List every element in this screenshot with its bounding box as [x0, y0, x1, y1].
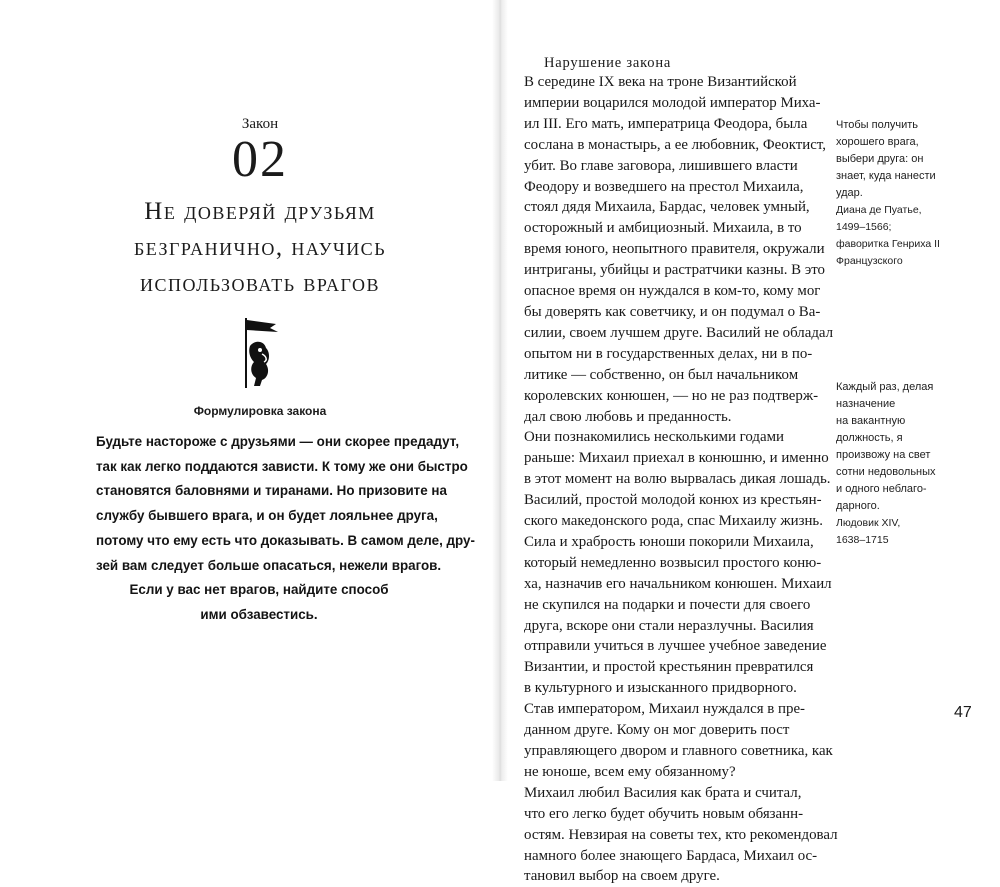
- law-title-line: безгранично, научись: [133, 234, 387, 261]
- side-quote-line: на вакантную: [836, 415, 906, 427]
- side-quote-attribution: Французского: [836, 255, 903, 267]
- body-line: королевских конюшен, — но не раз подтверж-: [524, 387, 819, 404]
- body-line: империи воцарился молодой император Миха-: [524, 94, 821, 111]
- side-quote-attribution: Людовик XIV,: [836, 517, 901, 529]
- side-quote-line: назначение: [836, 398, 896, 410]
- side-quote-line: Чтобы получить: [836, 119, 919, 131]
- body-line: остям. Невзирая на советы тех, кто рекомендовал: [524, 826, 838, 843]
- formulation-heading: Формулировка закона: [193, 404, 327, 418]
- body-line: ского македонского рода, спас Михаилу жизнь.: [524, 513, 823, 530]
- formulation-line: ими обзавестись.: [200, 606, 318, 622]
- side-quote-2: [836, 379, 976, 549]
- body-line: отправили учиться в лучшее учебное заведение: [524, 638, 827, 655]
- side-quote-line: дарного.: [836, 500, 880, 512]
- section-heading: Нарушение закона: [544, 55, 672, 71]
- body-line: Византии, и простой крестьянин превратился: [524, 659, 814, 676]
- law-title: [100, 194, 420, 302]
- side-quote-line: Каждый раз, делая: [836, 381, 934, 393]
- body-line: интриганы, убийцы и растратчики казны. В это: [524, 262, 825, 279]
- body-line: раньше: Михаил приехал в конюшню, и именно: [524, 450, 829, 467]
- body-line: Михаил любил Василия как брата и считал,: [524, 784, 802, 801]
- side-quote-attribution: фаворитка Генриха II: [836, 238, 940, 250]
- body-line: Василий, простой молодой конюх из крестьян-: [524, 492, 822, 509]
- side-quote-line: должность, я: [836, 432, 903, 444]
- side-quote-line: знает, куда нанести: [836, 170, 936, 182]
- law-title-line: использовать врагов: [139, 270, 381, 297]
- body-line: в этот момент на волю вырвалась дикая лошадь.: [524, 471, 831, 488]
- body-line: литике — собственно, он был начальником: [524, 366, 799, 383]
- body-line: что его легко будет обучить новым обязанн-: [524, 805, 804, 822]
- body-line: в культурного и изысканного придворного.: [524, 680, 797, 697]
- side-quote-line: и одного неблаго-: [836, 483, 927, 495]
- formulation-text: [96, 430, 475, 628]
- body-line: Став императором, Михаил нуждался в пре-: [524, 701, 806, 718]
- body-line: Феодору и возведшего на престол Михаила,: [524, 178, 804, 195]
- formulation-line: Будьте настороже с друзьями — они скорее предадут,: [96, 434, 460, 449]
- body-line: опытом ни в государственных делах, ни в по-: [524, 345, 813, 362]
- body-line: ил III. Его мать, императрица Феодора, была: [524, 115, 808, 132]
- body-line: стоял дядя Михаила, Бардас, человек умный,: [524, 199, 810, 216]
- body-line: друга, вскоре они стали неразлучны. Василия: [524, 617, 814, 634]
- body-line: время юного, неопытного правителя, окружали: [524, 241, 825, 258]
- knight-emblem-icon: [236, 316, 282, 390]
- body-line: данном друге. Кому он мог доверить пост: [524, 722, 790, 739]
- body-line: который немедленно возвысил простого коню-: [524, 554, 822, 571]
- side-quote-1: [836, 117, 976, 270]
- body-line: ха, назначив его начальником конюшен. Михаил: [524, 575, 832, 592]
- formulation-line: так как легко поддаются зависти. К тому же они быстро: [96, 458, 468, 474]
- body-line: не скупился на подарки и почести для своего: [524, 596, 811, 613]
- side-quote-line: сотни недовольных: [836, 466, 936, 478]
- side-quote-attribution: 1638–1715: [836, 534, 889, 546]
- side-quote-line: хорошего врага,: [836, 136, 919, 148]
- law-number: 02: [232, 131, 288, 188]
- body-line: не юноше, всем ему обязанному?: [524, 763, 736, 780]
- body-line: дал свою любовь и преданность.: [524, 408, 732, 425]
- main-text: [524, 72, 838, 887]
- body-line: Сила и храбрость юноши покорили Михаила,: [524, 533, 814, 550]
- body-line: осторожный и амбициозный. Михаила, в то: [524, 220, 802, 237]
- body-line: тановил выбор на своем друге.: [524, 868, 720, 885]
- side-quote-attribution: Диана де Пуатье,: [836, 204, 922, 216]
- side-quote-line: удар.: [836, 187, 863, 199]
- law-title-line: Не доверяй друзьям: [144, 198, 376, 225]
- body-line: Они познакомились несколькими годами: [524, 429, 784, 446]
- page-number: 47: [954, 704, 972, 721]
- formulation-line: становятся баловнями и тиранами. Но призовите на: [96, 483, 447, 499]
- body-line: убит. Во главе заговора, лишившего власти: [524, 157, 798, 174]
- side-quote-attribution: 1499–1566;: [836, 221, 892, 233]
- body-line: намного более знающего Бардаса, Михаил ос-: [524, 847, 818, 864]
- body-line: опасное время он нуждался в ком-то, кому мог: [524, 283, 821, 300]
- formulation-line: Если у вас нет врагов, найдите способ: [129, 582, 389, 598]
- formulation-line: службу бывшего врага, и он будет лояльнее друга,: [96, 508, 438, 524]
- body-line: В середине IX века на троне Византийской: [524, 74, 797, 90]
- body-line: силии, своем лучшем друге. Василий не обладал: [524, 324, 834, 341]
- body-line: управляющего двором и главного советника, как: [524, 743, 833, 759]
- law-label: Закон: [241, 116, 279, 132]
- side-quote-line: произвожу на свет: [836, 449, 931, 461]
- formulation-line: потому что ему есть что доказывать. В самом деле, дру-: [96, 532, 475, 548]
- formulation-line: зей вам следует больше опасаться, нежели врагов.: [96, 557, 442, 573]
- body-line: сослана в монастырь, а ее любовник, Феоктист,: [524, 136, 826, 153]
- side-quote-line: выбери друга: он: [836, 153, 924, 165]
- body-line: бы доверять как советчику, и он подумал о Ва-: [524, 303, 821, 320]
